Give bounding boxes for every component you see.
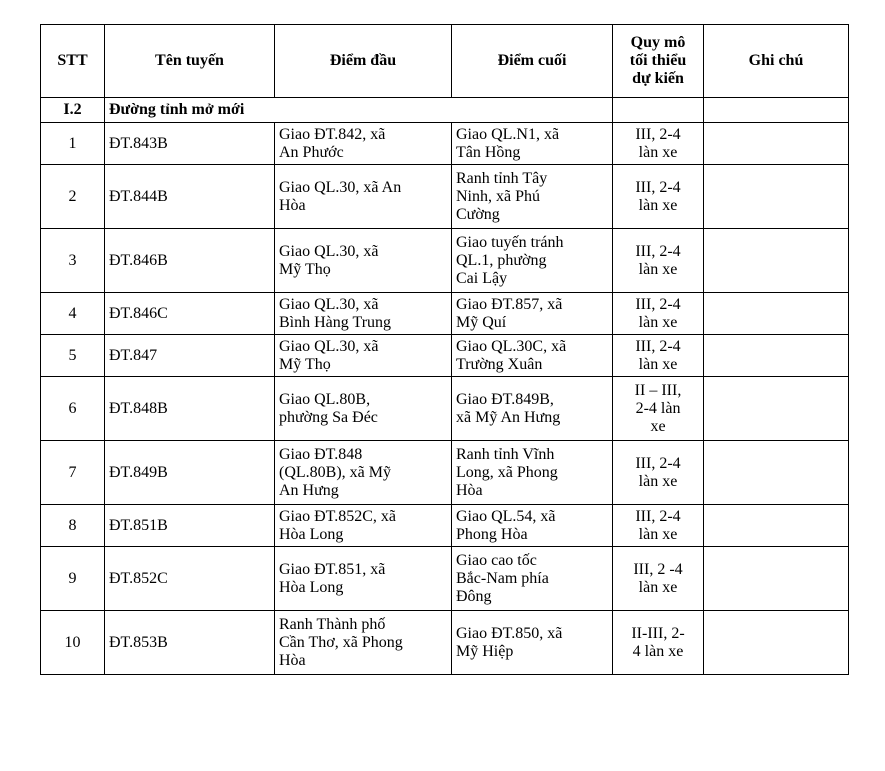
- header-diem-dau: Điểm đầu: [275, 25, 452, 98]
- cell-diem-dau: Giao ĐT.848 (QL.80B), xã Mỹ An Hưng: [275, 441, 452, 505]
- cell-ghi-chu: [704, 441, 849, 505]
- cell-ghi-chu: [704, 229, 849, 293]
- table-row: [41, 293, 849, 335]
- section-row: [41, 98, 849, 123]
- section-blank: [452, 98, 613, 123]
- cell-diem-cuoi: Giao tuyến tránh QL.1, phường Cai Lậy: [452, 229, 613, 293]
- cell-ten-tuyen: ĐT.853B: [105, 611, 275, 675]
- cell-quy-mo: III, 2-4 làn xe: [613, 505, 704, 547]
- table-row: [41, 123, 849, 165]
- cell-quy-mo: III, 2-4 làn xe: [613, 123, 704, 165]
- cell-quy-mo: III, 2-4 làn xe: [613, 165, 704, 229]
- cell-ten-tuyen: ĐT.851B: [105, 505, 275, 547]
- cell-quy-mo: II-III, 2- 4 làn xe: [613, 611, 704, 675]
- header-ghi-chu: Ghi chú: [704, 25, 849, 98]
- cell-stt: 7: [41, 441, 105, 505]
- cell-stt: 6: [41, 377, 105, 441]
- table-row: [41, 505, 849, 547]
- cell-diem-dau: Giao QL.30, xã Bình Hàng Trung: [275, 293, 452, 335]
- section-blank: [704, 98, 849, 123]
- cell-diem-dau: Giao ĐT.842, xã An Phước: [275, 123, 452, 165]
- section-blank: [613, 98, 704, 123]
- cell-ten-tuyen: ĐT.848B: [105, 377, 275, 441]
- cell-diem-cuoi: Giao QL.54, xã Phong Hòa: [452, 505, 613, 547]
- cell-diem-dau: Ranh Thành phố Cần Thơ, xã Phong Hòa: [275, 611, 452, 675]
- cell-diem-dau: Giao QL.80B, phường Sa Đéc: [275, 377, 452, 441]
- cell-ten-tuyen: ĐT.849B: [105, 441, 275, 505]
- cell-diem-cuoi: Giao QL.30C, xã Trường Xuân: [452, 335, 613, 377]
- cell-ghi-chu: [704, 123, 849, 165]
- cell-stt: 4: [41, 293, 105, 335]
- cell-ghi-chu: [704, 335, 849, 377]
- cell-ten-tuyen: ĐT.847: [105, 335, 275, 377]
- cell-quy-mo: III, 2-4 làn xe: [613, 293, 704, 335]
- cell-stt: 5: [41, 335, 105, 377]
- cell-ten-tuyen: ĐT.846C: [105, 293, 275, 335]
- cell-ghi-chu: [704, 547, 849, 611]
- cell-ghi-chu: [704, 165, 849, 229]
- header-diem-cuoi: Điểm cuối: [452, 25, 613, 98]
- table-row: [41, 547, 849, 611]
- cell-ten-tuyen: ĐT.846B: [105, 229, 275, 293]
- cell-stt: 1: [41, 123, 105, 165]
- table-header-row: [41, 25, 849, 98]
- cell-ten-tuyen: ĐT.852C: [105, 547, 275, 611]
- cell-stt: 3: [41, 229, 105, 293]
- table-row: [41, 229, 849, 293]
- section-code: I.2: [41, 98, 105, 123]
- cell-diem-cuoi: Giao cao tốc Bắc-Nam phía Đông: [452, 547, 613, 611]
- cell-diem-dau: Giao ĐT.852C, xã Hòa Long: [275, 505, 452, 547]
- cell-diem-dau: Giao QL.30, xã Mỹ Thọ: [275, 229, 452, 293]
- document-page: [40, 24, 849, 675]
- cell-quy-mo: III, 2-4 làn xe: [613, 441, 704, 505]
- cell-ghi-chu: [704, 505, 849, 547]
- cell-stt: 2: [41, 165, 105, 229]
- cell-ghi-chu: [704, 293, 849, 335]
- header-quy-mo: Quy mô tối thiểu dự kiến: [613, 25, 704, 98]
- cell-quy-mo: III, 2-4 làn xe: [613, 229, 704, 293]
- cell-diem-cuoi: Giao QL.N1, xã Tân Hồng: [452, 123, 613, 165]
- cell-diem-cuoi: Ranh tỉnh Vĩnh Long, xã Phong Hòa: [452, 441, 613, 505]
- cell-stt: 10: [41, 611, 105, 675]
- table-row: [41, 377, 849, 441]
- table-row: [41, 441, 849, 505]
- cell-diem-cuoi: Giao ĐT.857, xã Mỹ Quí: [452, 293, 613, 335]
- table-row: [41, 165, 849, 229]
- table-row: [41, 611, 849, 675]
- cell-ghi-chu: [704, 611, 849, 675]
- cell-diem-dau: Giao QL.30, xã Mỹ Thọ: [275, 335, 452, 377]
- cell-diem-cuoi: Giao ĐT.850, xã Mỹ Hiệp: [452, 611, 613, 675]
- cell-ghi-chu: [704, 377, 849, 441]
- header-stt: STT: [41, 25, 105, 98]
- cell-stt: 9: [41, 547, 105, 611]
- cell-diem-cuoi: Ranh tỉnh Tây Ninh, xã Phú Cường: [452, 165, 613, 229]
- cell-stt: 8: [41, 505, 105, 547]
- table-row: [41, 335, 849, 377]
- section-title: Đường tỉnh mở mới: [105, 98, 452, 123]
- cell-quy-mo: II – III, 2-4 làn xe: [613, 377, 704, 441]
- header-ten-tuyen: Tên tuyến: [105, 25, 275, 98]
- cell-quy-mo: III, 2 -4 làn xe: [613, 547, 704, 611]
- cell-diem-cuoi: Giao ĐT.849B, xã Mỹ An Hưng: [452, 377, 613, 441]
- cell-ten-tuyen: ĐT.844B: [105, 165, 275, 229]
- cell-diem-dau: Giao QL.30, xã An Hòa: [275, 165, 452, 229]
- cell-ten-tuyen: ĐT.843B: [105, 123, 275, 165]
- cell-quy-mo: III, 2-4 làn xe: [613, 335, 704, 377]
- cell-diem-dau: Giao ĐT.851, xã Hòa Long: [275, 547, 452, 611]
- road-table: [40, 24, 849, 675]
